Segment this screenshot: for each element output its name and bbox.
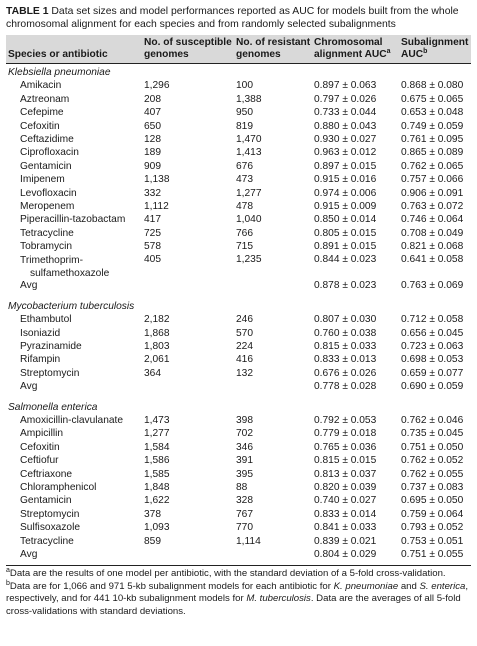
antibiotic-name: Sulfisoxazole	[20, 522, 81, 534]
resistant-count: 1,388	[236, 93, 262, 105]
chromosomal-auc: 0.792 ± 0.053	[314, 414, 377, 426]
susceptible-count: 407	[144, 107, 161, 119]
subalignment-auc: 0.761 ± 0.095	[401, 133, 464, 145]
antibiotic-name: Ceftriaxone	[20, 468, 73, 480]
susceptible-count: 128	[144, 133, 161, 145]
chromosomal-auc: 0.878 ± 0.023	[314, 280, 377, 292]
table-header	[6, 35, 471, 64]
antibiotic-name: Cefepime	[20, 107, 64, 119]
resistant-count: 766	[236, 227, 253, 239]
subalignment-auc: 0.659 ± 0.077	[401, 367, 464, 379]
subalignment-auc: 0.751 ± 0.055	[401, 548, 464, 560]
susceptible-count: 1,277	[144, 428, 170, 440]
susceptible-count: 1,848	[144, 481, 170, 493]
table-row	[6, 522, 471, 535]
chromosomal-auc: 0.833 ± 0.014	[314, 508, 377, 520]
subalignment-auc: 0.821 ± 0.068	[401, 241, 464, 253]
subalignment-auc: 0.746 ± 0.064	[401, 214, 464, 226]
resistant-count: 416	[236, 354, 253, 366]
table-caption-text: Data set sizes and model performances reported as AUC for models built from the whole chromosomal alignment for each species and from randomly selected subalignments	[6, 6, 459, 30]
footnote-a: $^a$Data are the results of one model per antibiotic, with the standard deviation of a 5-fold cross-validation.	[6, 567, 446, 580]
susceptible-count: 1,622	[144, 495, 170, 507]
susceptible-count: 578	[144, 241, 161, 253]
subalignment-auc: 0.763 ± 0.069	[401, 280, 464, 292]
chromosomal-auc: 0.897 ± 0.063	[314, 80, 377, 92]
susceptible-count: 1,093	[144, 522, 170, 534]
resistant-count: 328	[236, 495, 253, 507]
chromosomal-auc: 0.897 ± 0.015	[314, 160, 377, 172]
resistant-count: 950	[236, 107, 253, 119]
antibiotic-name: Isoniazid	[20, 327, 61, 339]
resistant-count: 391	[236, 455, 253, 467]
table-caption	[6, 5, 471, 31]
subalignment-auc: 0.757 ± 0.066	[401, 174, 464, 186]
antibiotic-name: Piperacillin-tazobactam	[20, 214, 126, 226]
table-row	[6, 428, 471, 441]
chromosomal-auc: 0.815 ± 0.015	[314, 455, 377, 467]
species-name: Klebsiella pneumoniae	[8, 67, 111, 78]
susceptible-count	[142, 549, 234, 562]
susceptible-count: 1,112	[144, 200, 169, 212]
susceptible-count: 1,585	[144, 468, 170, 480]
table-row	[6, 228, 471, 241]
susceptible-count: 378	[144, 508, 161, 520]
susceptible-count: 1,868	[144, 327, 170, 339]
table-row	[6, 442, 471, 455]
resistant-count: 819	[236, 120, 253, 132]
table-row	[6, 201, 471, 214]
chromosomal-auc: 0.930 ± 0.027	[314, 133, 377, 145]
antibiotic-name: Aztreonam	[20, 93, 70, 105]
susceptible-count: 364	[144, 367, 161, 379]
subalignment-auc: 0.763 ± 0.072	[401, 200, 464, 212]
data-table	[6, 35, 471, 562]
susceptible-count: 909	[144, 160, 161, 172]
table-row	[6, 341, 471, 354]
species-group-row	[6, 64, 471, 81]
antibiotic-name: Streptomycin	[20, 367, 80, 379]
chromosomal-auc: 0.839 ± 0.021	[314, 535, 377, 547]
table-row	[6, 509, 471, 522]
subalignment-auc: 0.868 ± 0.080	[401, 80, 464, 92]
table-body	[6, 64, 471, 563]
antibiotic-name: Meropenem	[20, 200, 75, 212]
table-row	[6, 188, 471, 201]
resistant-count: 1,040	[236, 214, 262, 226]
chromosomal-auc: 0.813 ± 0.037	[314, 468, 377, 480]
subalignment-auc: 0.656 ± 0.045	[401, 327, 464, 339]
susceptible-count: 1,138	[144, 174, 170, 186]
resistant-count: 346	[236, 441, 253, 453]
subalignment-auc: 0.708 ± 0.049	[401, 227, 464, 239]
table-row	[6, 354, 471, 367]
species-group-row	[6, 294, 471, 314]
chromosomal-auc: 0.805 ± 0.015	[314, 227, 377, 239]
chromosomal-auc: 0.760 ± 0.038	[314, 327, 377, 339]
susceptible-count: 332	[144, 187, 161, 199]
table-row	[6, 455, 471, 468]
table-row	[6, 280, 471, 293]
antibiotic-name: Rifampin	[20, 354, 61, 366]
table-row	[6, 314, 471, 327]
susceptible-count: 1,584	[144, 441, 170, 453]
subalignment-auc: 0.762 ± 0.046	[401, 414, 464, 426]
table-row	[6, 381, 471, 394]
susceptible-count: 725	[144, 227, 161, 239]
subalignment-auc: 0.749 ± 0.059	[401, 120, 464, 132]
susceptible-count: 1,473	[144, 414, 170, 426]
table-label: TABLE 1	[6, 6, 49, 17]
chromosomal-auc: 0.963 ± 0.012	[314, 147, 377, 159]
table-row	[6, 94, 471, 107]
susceptible-count	[142, 381, 234, 394]
subalignment-auc: 0.653 ± 0.048	[401, 107, 464, 119]
table-row	[6, 174, 471, 187]
antibiotic-name: Cefoxitin	[20, 120, 60, 132]
chromosomal-auc: 0.850 ± 0.014	[314, 214, 377, 226]
antibiotic-name: Amikacin	[20, 80, 62, 92]
chromosomal-auc: 0.797 ± 0.026	[314, 93, 377, 105]
resistant-count: 676	[236, 160, 253, 172]
subalignment-auc: 0.737 ± 0.083	[401, 481, 464, 493]
antibiotic-name: Ceftiofur	[20, 455, 59, 467]
col-header-resistant: No. of resistant genomes	[236, 37, 311, 60]
subalignment-auc: 0.698 ± 0.053	[401, 354, 464, 366]
subalignment-auc: 0.723 ± 0.063	[401, 341, 464, 353]
antibiotic-name: Ceftazidime	[20, 133, 74, 145]
col-header-susceptible: No. of susceptible genomes	[144, 37, 232, 60]
chromosomal-auc: 0.915 ± 0.009	[314, 200, 377, 212]
table-row	[6, 134, 471, 147]
species-name: Salmonella enterica	[8, 401, 98, 413]
table-row	[6, 482, 471, 495]
table-row	[6, 549, 471, 562]
table-row	[6, 368, 471, 381]
footnote-b: $^b$Data are for 1,066 and 971 5-kb subalignment models for each antibiotic for K. pneumoniae and S. enterica, respectively, and for 441 10-kb subalignment models for M. tuberculosis. Data are the averages of all 5-fold cross-validations with standard deviations.	[6, 579, 469, 617]
resistant-count: 473	[236, 174, 253, 186]
antibiotic-name: Tetracycline	[20, 535, 74, 547]
susceptible-count: 859	[144, 535, 161, 547]
resistant-count: 395	[236, 468, 253, 480]
table-row	[6, 107, 471, 120]
table-row	[6, 495, 471, 508]
antibiotic-name: Cefoxitin	[20, 441, 60, 453]
chromosomal-auc: 0.891 ± 0.015	[314, 241, 377, 253]
susceptible-count: 1,586	[144, 455, 170, 467]
table-row	[6, 254, 471, 280]
susceptible-count	[142, 280, 234, 293]
chromosomal-auc: 0.820 ± 0.039	[314, 481, 377, 493]
resistant-count: 1,114	[236, 535, 261, 547]
resistant-count: 398	[236, 414, 253, 426]
antibiotic-name: Pyrazinamide	[20, 341, 82, 353]
chromosomal-auc: 0.733 ± 0.044	[314, 107, 377, 119]
resistant-count	[234, 549, 312, 562]
subalignment-auc: 0.759 ± 0.064	[401, 508, 464, 520]
chromosomal-auc: 0.807 ± 0.030	[314, 314, 377, 326]
subalignment-auc: 0.762 ± 0.055	[401, 468, 464, 480]
antibiotic-name: Ciprofloxacin	[20, 147, 79, 159]
chromosomal-auc: 0.841 ± 0.033	[314, 522, 377, 534]
antibiotic-name: Ethambutol	[20, 314, 72, 326]
antibiotic-name: Avg	[20, 280, 38, 292]
antibiotic-name: Tobramycin	[20, 241, 73, 253]
antibiotic-name: Avg	[20, 381, 38, 393]
antibiotic-name: Chloramphenicol	[20, 481, 97, 493]
subalignment-auc: 0.751 ± 0.050	[401, 441, 464, 453]
subalignment-auc: 0.762 ± 0.052	[401, 455, 464, 467]
susceptible-count: 208	[144, 93, 161, 105]
chromosomal-auc: 0.778 ± 0.028	[314, 381, 377, 393]
table-row	[6, 241, 471, 254]
antibiotic-name: Gentamicin	[20, 495, 72, 507]
chromosomal-auc: 0.815 ± 0.033	[314, 341, 377, 353]
resistant-count: 1,235	[236, 254, 262, 266]
subalignment-auc: 0.762 ± 0.065	[401, 160, 464, 172]
table-row	[6, 328, 471, 341]
susceptible-count: 2,182	[144, 314, 170, 326]
chromosomal-auc: 0.833 ± 0.013	[314, 354, 377, 366]
chromosomal-auc: 0.676 ± 0.026	[314, 367, 377, 379]
chromosomal-auc: 0.880 ± 0.043	[314, 120, 377, 132]
subalignment-auc: 0.695 ± 0.050	[401, 495, 464, 507]
resistant-count: 767	[236, 508, 253, 520]
susceptible-count: 1,803	[144, 341, 170, 353]
table-row	[6, 469, 471, 482]
antibiotic-name: Ampicillin	[20, 428, 64, 440]
susceptible-count: 405	[144, 254, 161, 266]
chromosomal-auc: 0.779 ± 0.018	[314, 428, 377, 440]
antibiotic-name: Amoxicillin-clavulanate	[20, 414, 124, 426]
col-header-chromosomal-auc: Chromosomal alignment AUC$^a$	[314, 37, 391, 60]
resistant-count: 88	[236, 481, 248, 493]
resistant-count: 100	[236, 80, 253, 92]
resistant-count: 1,413	[236, 147, 262, 159]
subalignment-auc: 0.793 ± 0.052	[401, 522, 464, 534]
resistant-count: 702	[236, 428, 253, 440]
susceptible-count: 2,061	[144, 354, 170, 366]
chromosomal-auc: 0.765 ± 0.036	[314, 441, 377, 453]
resistant-count: 715	[236, 241, 253, 253]
antibiotic-name: Imipenem	[20, 174, 65, 186]
resistant-count: 246	[236, 314, 253, 326]
subalignment-auc: 0.865 ± 0.089	[401, 147, 464, 159]
resistant-count: 770	[236, 522, 253, 534]
chromosomal-auc: 0.740 ± 0.027	[314, 495, 377, 507]
subalignment-auc: 0.641 ± 0.058	[401, 254, 464, 266]
table-row	[6, 147, 471, 160]
susceptible-count: 417	[144, 214, 161, 226]
table-row	[6, 161, 471, 174]
resistant-count: 224	[236, 341, 253, 353]
antibiotic-name: Trimethoprim- sulfamethoxazole	[20, 255, 110, 280]
chromosomal-auc: 0.804 ± 0.029	[314, 548, 377, 560]
table-row	[6, 214, 471, 227]
susceptible-count: 1,296	[144, 80, 170, 92]
chromosomal-auc: 0.974 ± 0.006	[314, 187, 377, 199]
antibiotic-name: Levofloxacin	[20, 187, 77, 199]
table-row	[6, 536, 471, 549]
antibiotic-name: Streptomycin	[20, 508, 80, 520]
antibiotic-name: Tetracycline	[20, 227, 74, 239]
table-row	[6, 415, 471, 428]
susceptible-count: 650	[144, 120, 161, 132]
resistant-count: 1,277	[236, 187, 262, 199]
chromosomal-auc: 0.844 ± 0.023	[314, 254, 377, 266]
subalignment-auc: 0.753 ± 0.051	[401, 535, 464, 547]
subalignment-auc: 0.906 ± 0.091	[401, 187, 464, 199]
antibiotic-name: Gentamicin	[20, 160, 72, 172]
table-row	[6, 121, 471, 134]
subalignment-auc: 0.735 ± 0.045	[401, 428, 464, 440]
table-footnotes	[6, 565, 471, 618]
resistant-count	[234, 280, 312, 293]
susceptible-count: 189	[144, 147, 161, 159]
subalignment-auc: 0.712 ± 0.058	[401, 314, 464, 326]
resistant-count: 570	[236, 327, 253, 339]
species-group-row	[6, 395, 471, 415]
table-row	[6, 80, 471, 93]
col-header-species: Species or antibiotic	[8, 49, 108, 60]
resistant-count: 1,470	[236, 133, 262, 145]
col-header-subalignment-auc: Subalignment AUC$^b$	[401, 37, 469, 60]
species-name: Mycobacterium tuberculosis	[8, 300, 135, 312]
resistant-count	[234, 381, 312, 394]
resistant-count: 478	[236, 200, 253, 212]
resistant-count: 132	[236, 367, 253, 379]
subalignment-auc: 0.675 ± 0.065	[401, 93, 464, 105]
subalignment-auc: 0.690 ± 0.059	[401, 381, 464, 393]
antibiotic-name: Avg	[20, 548, 38, 560]
chromosomal-auc: 0.915 ± 0.016	[314, 174, 377, 186]
